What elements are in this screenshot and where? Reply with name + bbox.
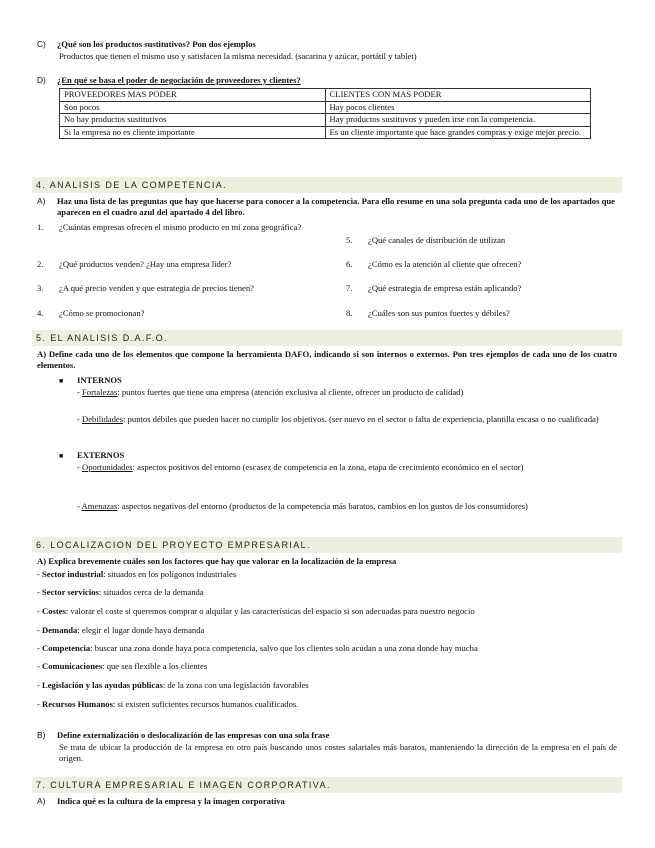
- section-6-b-answer: Se trata de ubicar la producción de la empresa en otro país buscando unos costes salariales más baratos, manteniendo la dirección de la empresa en el país de origen.: [59, 742, 617, 764]
- section-6-heading: 6. LOCALIZACION DEL PROYECTO EMPRESARIAL.: [32, 537, 622, 553]
- section-4-a-text: Haz una lista de las preguntas que hay que hacerse para conocer a la competencia. Para ello resume en una sola pregunta cada uno de los apartados que aparecen en el cuadro azul del apartado 4 del libro.: [57, 196, 615, 218]
- internos-label: INTERNOS: [77, 375, 122, 385]
- amenazas-paragraph: - Amenazas: aspectos negativos del entorno (productos de la competencia más baratos, cambios en los gustos de los consumidores): [77, 501, 528, 511]
- list-item-text: ¿Qué canales de distribución de utilizan: [368, 235, 506, 245]
- answer-c: Productos que tienen el mismo uso y satisfacen la misma necesidad. (sacarina y azúcar, portátil y tablet): [59, 51, 417, 61]
- factor-term: Comunicaciones: [42, 661, 103, 671]
- section-6-question-b: [37, 730, 617, 741]
- list-item: [37, 308, 337, 319]
- table-cell: Hay productos sustituvos y pueden irse con la competencia.: [325, 114, 591, 127]
- section-7-a-letter: A): [37, 796, 46, 806]
- section-5-question-a: A) Define cada uno de los elementos que compone la herramienta DAFO, indicando si son internos o externos. Pon tres ejemplos de cada uno de los cuatro elementos.: [37, 349, 617, 371]
- list-item-number: 5.: [346, 235, 353, 245]
- factor-term: Sector industrial: [42, 569, 104, 579]
- list-item-text: ¿Qué productos venden? ¿Hay una empresa líder?: [59, 259, 232, 269]
- list-item: [37, 259, 337, 270]
- section-4-a-letter: A): [37, 196, 46, 206]
- factor-text: : si existen suficientes recursos humanos cualificados.: [112, 699, 299, 709]
- factor-term: Sector servicios: [42, 587, 99, 597]
- section-7-a-text: Indica qué es la cultura de la empresa y la imagen corporativa: [57, 796, 285, 806]
- question-c: [37, 39, 617, 50]
- list-item-text: ¿Cuáles son sus puntos fuertes y débiles?: [368, 308, 510, 318]
- amenazas-text: : aspectos negativos del entorno (productos de la competencia más baratos, cambios en los gustos de los consumidores): [117, 501, 528, 511]
- list-item-text: ¿Qué estrategia de empresa están aplicando?: [368, 283, 522, 293]
- section-6-question-a: A) Explica brevemente cuáles son los factores que hay que valorar en la localización de la empresa: [37, 556, 397, 566]
- table-cell: No hay productos sustitutivos: [60, 114, 326, 127]
- list-item-number: 6.: [346, 259, 353, 269]
- factor-term: Competencia: [42, 643, 91, 653]
- debilidades-paragraph: - Debilidades: puntos débiles que pueden hacer no cumplir los objetivos. (ser nuevo en el sector o falta de experiencia, plantilla escasa o no cualificada): [77, 414, 599, 424]
- factor-item: - Sector industrial: situados en los polígonos industriales: [37, 569, 237, 579]
- table-cell: Son pocos: [60, 101, 326, 114]
- factor-item: - Recursos Humanos: si existen suficientes recursos humanos cualificados.: [37, 699, 299, 709]
- negotiation-power-table: [59, 88, 591, 139]
- factor-term: Recursos Humanos: [42, 699, 113, 709]
- fortalezas-text: : puntos fuertes que tiene una empresa (atención exclusiva al cliente, ofrecer un producto de calidad): [117, 387, 464, 397]
- question-d: [37, 75, 617, 86]
- externos-label: EXTERNOS: [77, 450, 125, 460]
- factor-text: : valorar el coste si queremos comprar o alquilar y las características del espacio si son adecuadas para nuestro negocio: [65, 606, 475, 616]
- list-item-number: 4.: [37, 308, 44, 318]
- factor-text: : de la zona con una legislación favorables: [162, 680, 309, 690]
- list-item-number: 2.: [37, 259, 44, 269]
- question-c-letter: C): [37, 39, 46, 49]
- table-cell: Es un cliente importante que hace grandes compras y exige mejor precio.: [325, 126, 591, 139]
- table-header-clientes: CLIENTES CON MAS PODER: [325, 89, 591, 102]
- list-item: [37, 222, 337, 233]
- list-item: [37, 283, 337, 294]
- section-5-heading: 5. EL ANALISIS D.A.F.O.: [32, 330, 622, 346]
- externos-heading: [59, 450, 124, 461]
- list-item: [346, 235, 616, 246]
- factor-term: Demanda: [42, 625, 78, 635]
- list-item-number: 3.: [37, 283, 44, 293]
- section-4-question-a: [37, 196, 617, 218]
- list-item: [346, 308, 616, 319]
- list-item-text: ¿A qué precio venden y que estrategia de precios tienen?: [59, 283, 254, 293]
- list-item-text: ¿Cómo se promocionan?: [59, 308, 145, 318]
- fortalezas-paragraph: - Fortalezas: puntos fuertes que tiene una empresa (atención exclusiva al cliente, ofrecer un producto de calidad): [77, 387, 464, 397]
- table-cell: Hay pocos clientes: [325, 101, 591, 114]
- factor-text: : situados cerca de la demanda: [98, 587, 204, 597]
- factor-text: : elegir el lugar donde haya demanda: [77, 625, 205, 635]
- table-header-row: [60, 89, 591, 102]
- section-6-b-text: Define externalización o deslocalización de las empresas con una sola frase: [57, 730, 330, 740]
- factor-item: - Sector servicios: situados cerca de la demanda: [37, 587, 204, 597]
- section-6-b-letter: B): [37, 730, 46, 740]
- list-item-number: 1.: [37, 222, 44, 232]
- list-item-text: ¿Cuántas empresas ofrecen el mismo producto en mi zona geográfica?: [59, 222, 302, 232]
- list-item-number: 8.: [346, 308, 353, 318]
- oportunidades-paragraph: - Oportunidades: aspectos positivos del entorno (escasez de competencia en la zona, etapa de crecimiento económico en el sector): [77, 462, 524, 472]
- oportunidades-term: Oportunidades: [82, 462, 133, 472]
- factor-text: : que sea flexible a los clientes: [102, 661, 208, 671]
- list-item: [346, 259, 616, 270]
- question-d-letter: D): [37, 75, 46, 85]
- factor-item: - Legislación y las ayudas públicas: de la zona con una legislación favorables: [37, 680, 309, 690]
- list-item-number: 7.: [346, 283, 353, 293]
- section-4-heading: 4. ANALISIS DE LA COMPETENCIA.: [32, 177, 622, 193]
- debilidades-term: Debilidades: [82, 414, 124, 424]
- amenazas-term: Amenazas: [81, 501, 118, 511]
- debilidades-text: : puntos débiles que pueden hacer no cumplir los objetivos. (ser nuevo en el sector o falta de experiencia, plantilla escasa o no cualificada): [123, 414, 599, 424]
- factor-text: : buscar una zona donde haya poca competencia, salvo que los clientes solo acudan a una zona donde hay mucha: [90, 643, 478, 653]
- factor-item: - Demanda: elegir el lugar donde haya demanda: [37, 625, 205, 635]
- table-header-proveedores: PROVEEDORES MAS PODER: [60, 89, 326, 102]
- table-row: [60, 101, 591, 114]
- table-cell: Si la empresa no es cliente importante: [60, 126, 326, 139]
- table-row: [60, 126, 591, 139]
- oportunidades-text: : aspectos positivos del entorno (escasez de competencia en la zona, etapa de crecimiento económico en el sector): [132, 462, 524, 472]
- factor-item: - Comunicaciones: que sea flexible a los clientes: [37, 661, 208, 671]
- factor-item: - Competencia: buscar una zona donde haya poca competencia, salvo que los clientes solo acudan a una zona donde hay mucha: [37, 643, 478, 653]
- internos-heading: [59, 375, 122, 386]
- section-7-question-a: [37, 796, 617, 807]
- factor-term: Costes: [42, 606, 66, 616]
- section-7-heading: 7. CULTURA EMPRESARIAL E IMAGEN CORPORATIVA.: [32, 777, 622, 793]
- list-item: [346, 283, 616, 294]
- table-row: [60, 114, 591, 127]
- bullet-icon: ■: [59, 377, 64, 385]
- fortalezas-term: Fortalezas: [82, 387, 118, 397]
- factor-text: : situados en los polígonos industriales: [103, 569, 237, 579]
- factor-item: - Costes: valorar el coste si queremos comprar o alquilar y las características del espacio si son adecuadas para nuestro negocio: [37, 606, 475, 616]
- bullet-icon: ■: [59, 452, 64, 460]
- list-item-text: ¿Cómo es la atención al cliente que ofrecen?: [368, 259, 522, 269]
- question-c-text: ¿Qué son los productos sustitutivos? Pon dos ejemplos: [57, 39, 256, 49]
- factor-term: Legislación y las ayudas públicas: [42, 680, 163, 690]
- question-d-text: ¿En qué se basa el poder de negociación de proveedores y clientes?: [57, 75, 301, 85]
